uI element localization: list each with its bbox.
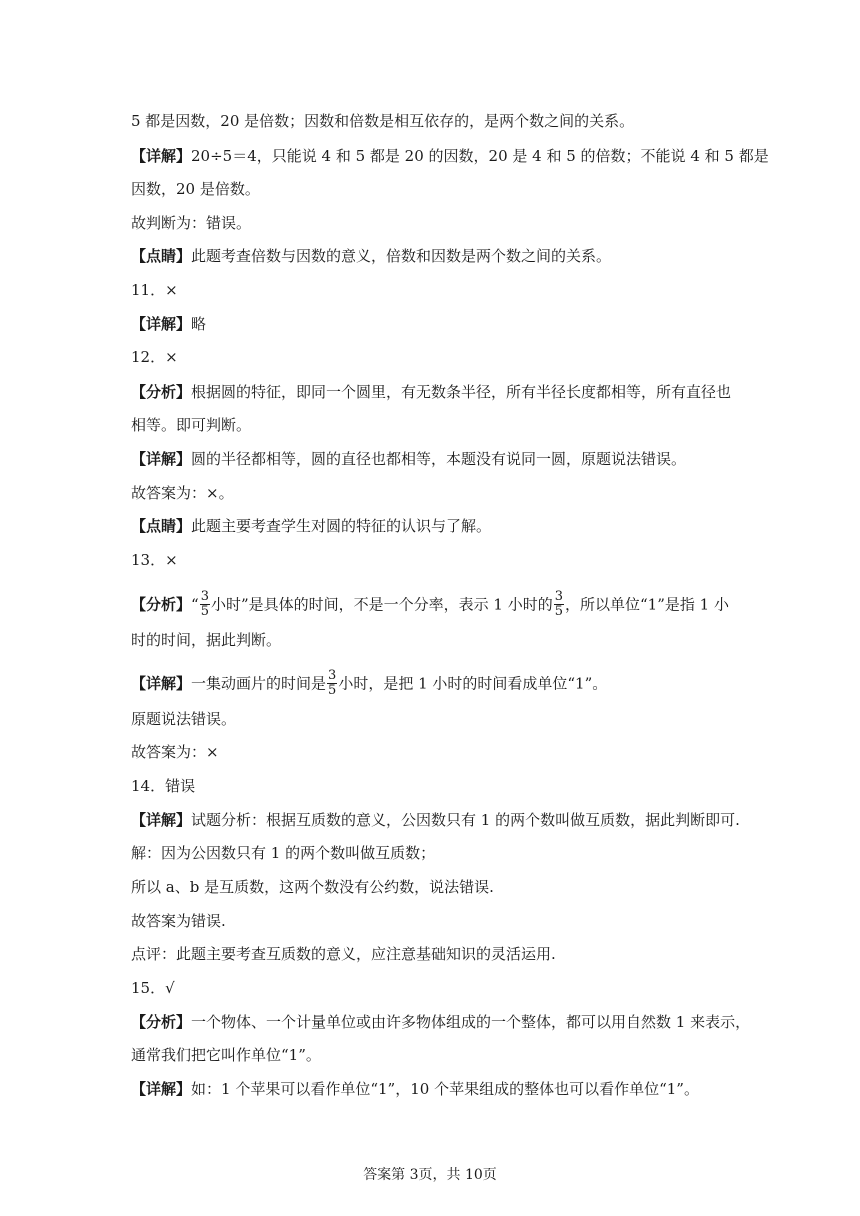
comment-line <box>131 246 740 266</box>
page-footer: 答案第 3页，共 10页 <box>363 1167 497 1183</box>
text-line <box>131 742 740 762</box>
detail-line <box>131 670 740 699</box>
text-line <box>131 944 740 964</box>
text-line <box>131 179 740 199</box>
detail-tag: 【详解】 <box>131 147 192 165</box>
question-number <box>131 978 740 998</box>
text-content: 所以 a、b 是互质数，这两个数没有公约数，说法错误. <box>131 878 494 896</box>
text-content: ，所以单位“1”是指 1 小 <box>565 595 729 614</box>
detail-tag: 【详解】 <box>131 450 192 468</box>
text-content: 如：1 个苹果可以看作单位“1”，10 个苹果组成的整体也可以看作单位“1”。 <box>191 1080 699 1098</box>
text-content: 故答案为：× <box>131 743 219 761</box>
text-content: 12．× <box>131 348 178 366</box>
text-line <box>131 213 740 233</box>
text-content: 故答案为：×。 <box>131 484 234 502</box>
analysis-tag: 【分析】 <box>131 595 192 614</box>
text-content: 此题主要考查学生对圆的特征的认识与了解。 <box>191 517 492 535</box>
fraction <box>327 669 337 698</box>
text-content: 一集动画片的时间是 <box>191 674 327 693</box>
text-line <box>131 483 740 503</box>
analysis-line <box>131 382 740 402</box>
fraction-denominator: 5 <box>554 604 564 619</box>
question-number <box>131 347 740 367</box>
question-number <box>131 776 740 796</box>
text-content: 原题说法错误。 <box>131 710 237 728</box>
fraction-denominator: 5 <box>328 683 337 698</box>
analysis-line <box>131 591 740 620</box>
detail-tag: 【详解】 <box>131 1080 192 1098</box>
text-content: 试题分析：根据互质数的意义，公因数只有 1 的两个数叫做互质数，据此判断即可. <box>191 811 740 829</box>
text-content: 时的时间，据此判断。 <box>131 631 282 649</box>
text-content: “ <box>191 595 199 614</box>
text-content: 根据圆的特征，即同一个圆里，有无数条半径，所有半径长度都相等，所有直径也 <box>191 383 732 401</box>
text-line <box>131 1045 740 1065</box>
detail-tag: 【详解】 <box>131 315 192 333</box>
question-number <box>131 280 740 300</box>
text-content: 小时”是具体的时间，不是一个分率，表示 1 小时的 <box>210 595 553 614</box>
fraction-numerator: 3 <box>554 589 564 604</box>
text-content: 此题考查倍数与因数的意义，倍数和因数是两个数之间的关系。 <box>191 247 612 265</box>
text-line <box>131 111 740 131</box>
analysis-tag: 【分析】 <box>131 383 192 401</box>
analysis-line <box>131 1012 751 1032</box>
text-line <box>131 630 740 650</box>
text-content: 相等。即可判断。 <box>131 416 252 434</box>
text-content: 通常我们把它叫作单位“1”。 <box>131 1046 321 1064</box>
text-content: 小时，是把 1 小时的时间看成单位“1”。 <box>338 674 608 693</box>
comment-tag: 【点睛】 <box>131 517 192 535</box>
fraction-denominator: 5 <box>200 604 209 619</box>
detail-line <box>131 146 769 166</box>
text-content: 一个物体、一个计量单位或由许多物体组成的一个整体，都可以用自然数 1 来表示， <box>191 1013 751 1031</box>
detail-line <box>131 810 740 830</box>
text-content: 14．错误 <box>131 777 196 795</box>
text-content: 点评：此题主要考查互质数的意义，应注意基础知识的灵活运用. <box>131 945 556 963</box>
detail-tag: 【详解】 <box>131 811 192 829</box>
text-content: 13．× <box>131 551 178 569</box>
comment-line <box>131 516 740 536</box>
text-line <box>131 709 740 729</box>
text-content: 11．× <box>131 281 178 299</box>
fraction-numerator: 3 <box>200 589 209 604</box>
text-content: 因数，20 是倍数。 <box>131 180 260 198</box>
fraction-numerator: 3 <box>328 668 337 683</box>
detail-line <box>131 1079 740 1099</box>
text-content: 故判断为：错误。 <box>131 214 252 232</box>
text-content: 故答案为错误. <box>131 912 226 930</box>
text-line <box>131 843 740 863</box>
text-content: 圆的半径都相等，圆的直径也都相等，本题没有说同一圆，原题说法错误。 <box>191 450 687 468</box>
text-line <box>131 877 740 897</box>
text-content: 20÷5＝4，只能说 4 和 5 都是 20 的因数，20 是 4 和 5 的倍数；不能说 4 和 5 都是 <box>191 147 769 165</box>
question-number <box>131 550 740 570</box>
text-content: 5 都是因数，20 是倍数；因数和倍数是相互依存的，是两个数之间的关系。 <box>131 112 635 130</box>
analysis-tag: 【分析】 <box>131 1013 192 1031</box>
text-content: 略 <box>191 315 207 333</box>
text-line <box>131 911 740 931</box>
text-line <box>131 415 740 435</box>
fraction <box>200 590 210 619</box>
text-content: 解：因为公因数只有 1 的两个数叫做互质数； <box>131 844 436 862</box>
detail-tag: 【详解】 <box>131 674 192 693</box>
comment-tag: 【点睛】 <box>131 247 192 265</box>
fraction <box>554 590 564 619</box>
detail-line <box>131 449 740 469</box>
detail-line <box>131 314 740 334</box>
text-content: 15．√ <box>131 979 175 997</box>
